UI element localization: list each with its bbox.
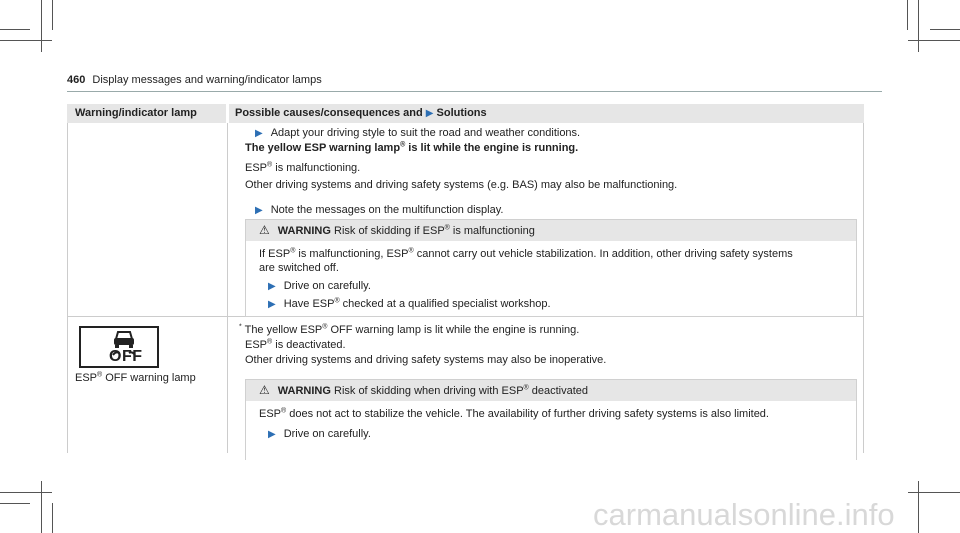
crop-mark (0, 40, 52, 41)
crop-mark (918, 481, 919, 533)
lamp-off-text: OFF (109, 348, 143, 365)
watermark: carmanualsonline.info (593, 497, 895, 532)
solution-step: ▶ Adapt your driving style to suit the road and weather conditions. (255, 127, 581, 139)
step-arrow-icon: ▶ (255, 128, 263, 139)
step-arrow-icon: ▶ (255, 205, 263, 216)
warning-title: ⚠ WARNING Risk of skidding if ESP® is malfunctioning (259, 223, 535, 237)
cause-text: Other driving systems and driving safety systems (e.g. BAS) may also be malfunctioning. (245, 179, 678, 191)
column-header-lamp: Warning/indicator lamp (75, 107, 197, 119)
crop-mark (41, 0, 42, 52)
solution-arrow-icon: ▶ (425, 108, 434, 119)
warning-box (245, 379, 857, 460)
column-divider (863, 123, 864, 453)
warning-body: ESP® does not act to stabilize the vehicle. The availability of further driving safety systems is also limited. (259, 407, 769, 420)
crop-mark (908, 492, 960, 493)
crop-mark (0, 503, 30, 504)
warning-step: ▶ Have ESP® checked at a qualified specialist workshop. (268, 297, 551, 310)
crop-mark (41, 481, 42, 533)
step-arrow-icon: ▶ (268, 429, 276, 440)
warning-step: ▶ Drive on carefully. (268, 428, 371, 440)
warning-title: ⚠ WARNING Risk of skidding when driving with ESP® deactivated (259, 383, 589, 397)
crop-mark (930, 29, 960, 30)
header-separator (226, 104, 229, 123)
crop-mark (52, 503, 53, 533)
solution-step: ▶ Note the messages on the multifunction display. (255, 204, 504, 216)
crop-mark (0, 29, 30, 30)
warning-body: are switched off. (259, 262, 339, 274)
crop-mark (52, 0, 53, 30)
column-divider (67, 123, 68, 453)
esp-off-lamp-icon (79, 326, 159, 368)
step-arrow-icon: ▶ (268, 281, 276, 292)
column-header-causes: Possible causes/consequences and ▶ Solutions (235, 107, 487, 119)
page-title: Display messages and warning/indicator lamps (92, 74, 322, 86)
cause-text: ESP® is deactivated. (245, 338, 346, 351)
lamp-heading: The yellow ESP warning lamp® is lit while the engine is running. (245, 141, 579, 154)
crop-mark (907, 0, 908, 30)
column-divider (227, 123, 228, 453)
warning-triangle-icon: ⚠ (259, 383, 270, 397)
warning-triangle-icon: ⚠ (259, 223, 270, 237)
crop-mark (918, 0, 919, 52)
page-header (67, 74, 882, 86)
cause-text: Other driving systems and driving safety systems may also be inoperative. (245, 354, 607, 366)
page-number: 460 (67, 74, 86, 86)
cause-text: * The yellow ESP® OFF warning lamp is lit while the engine is running. (239, 323, 580, 336)
header-divider (67, 91, 882, 92)
crop-mark (908, 40, 960, 41)
step-arrow-icon: ▶ (268, 299, 276, 310)
warning-body: If ESP® is malfunctioning, ESP® cannot carry out vehicle stabilization. In addition, other driving safety systems (259, 247, 793, 260)
cause-text: ESP® is malfunctioning. (245, 161, 361, 174)
warning-step: ▶ Drive on carefully. (268, 280, 371, 292)
warning-box (245, 219, 857, 317)
lamp-label: ESP® OFF warning lamp (75, 371, 196, 384)
warning-lamp-table (67, 104, 864, 453)
table-header (67, 104, 864, 123)
crop-mark (0, 492, 52, 493)
